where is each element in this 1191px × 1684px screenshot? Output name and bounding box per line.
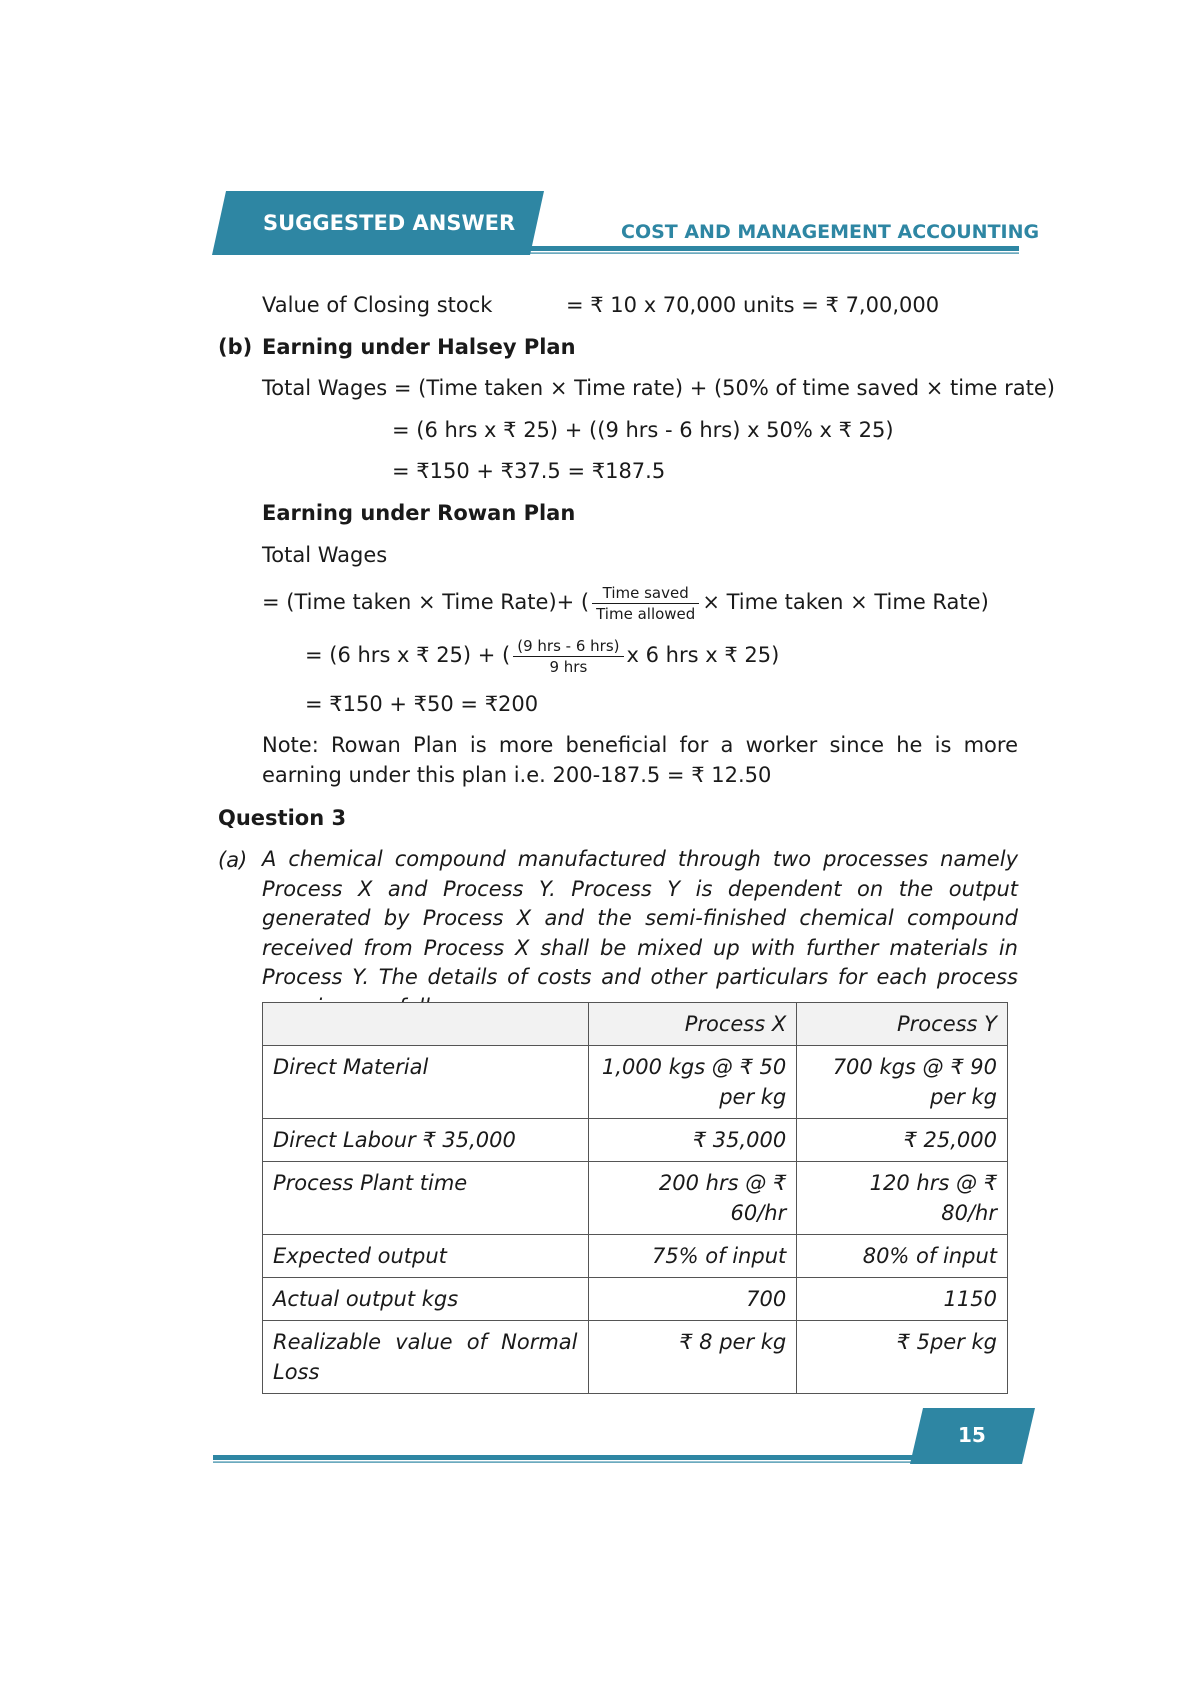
- rowan-step-1-prefix: = (6 hrs x ₹ 25) + (: [305, 643, 511, 667]
- cell-process-x: 75% of input: [588, 1235, 797, 1278]
- cell-process-x: 200 hrs @ ₹ 60/hr: [588, 1162, 797, 1235]
- question-3-heading: Question 3: [218, 806, 347, 830]
- row-label: Direct Labour ₹ 35,000: [263, 1119, 589, 1162]
- page-number: 15: [958, 1423, 986, 1447]
- process-cost-table: [262, 1002, 1008, 1394]
- fraction-denominator: 9 hrs: [549, 657, 588, 676]
- halsey-heading: Earning under Halsey Plan: [262, 335, 576, 359]
- table-row: [263, 1321, 1008, 1394]
- rowan-step-1-fraction: [513, 637, 623, 676]
- rowan-heading: Earning under Rowan Plan: [262, 501, 576, 525]
- halsey-formula: Total Wages = (Time taken × Time rate) + (50% of time saved × time rate): [262, 376, 1055, 400]
- column-header-process-x: Process X: [588, 1003, 797, 1046]
- rowan-step-1: [305, 633, 779, 677]
- cell-process-x: ₹ 35,000: [588, 1119, 797, 1162]
- table-row: [263, 1278, 1008, 1321]
- row-label: Realizable value of Normal Loss: [263, 1321, 589, 1394]
- header-rule: [528, 246, 1019, 254]
- row-label: Direct Material: [263, 1046, 589, 1119]
- part-b-marker: (b): [218, 335, 253, 359]
- row-label: Process Plant time: [263, 1162, 589, 1235]
- header-subject-title: COST AND MANAGEMENT ACCOUNTING: [621, 221, 1040, 243]
- cell-process-x: ₹ 8 per kg: [588, 1321, 797, 1394]
- cell-process-x: 700: [588, 1278, 797, 1321]
- closing-stock-value: = ₹ 10 x 70,000 units = ₹ 7,00,000: [566, 293, 940, 317]
- cell-process-x: 1,000 kgs @ ₹ 50 per kg: [588, 1046, 797, 1119]
- table-row: [263, 1119, 1008, 1162]
- halsey-step-1: = (6 hrs x ₹ 25) + ((9 hrs - 6 hrs) x 50% x ₹ 25): [392, 418, 894, 442]
- halsey-step-2: = ₹150 + ₹37.5 = ₹187.5: [392, 459, 666, 483]
- rowan-note: Note: Rowan Plan is more beneficial for a worker since he is more earning under this plan i.e. 200-187.5 = ₹ 12.50: [262, 733, 1018, 787]
- cell-process-y: ₹ 25,000: [797, 1119, 1008, 1162]
- fraction-numerator: (9 hrs - 6 hrs): [513, 637, 623, 657]
- column-header: [263, 1003, 589, 1046]
- part-a-marker: (a): [218, 848, 248, 872]
- closing-stock-label: Value of Closing stock: [262, 293, 493, 317]
- column-header-process-y: Process Y: [797, 1003, 1008, 1046]
- row-label: Expected output: [263, 1235, 589, 1278]
- part-a-text: A chemical compound manufactured through two processes namely Process X and Process Y. Process Y is dependent on the output generated by Process X and the semi-finished chemical compound received from Process X shall be mixed up with further materials in Process Y. The details of costs and other particulars for each process: [262, 847, 1018, 989]
- cell-process-y: 1150: [797, 1278, 1008, 1321]
- rowan-formula-fraction: [592, 584, 699, 623]
- rowan-step-2: = ₹150 + ₹50 = ₹200: [305, 692, 539, 716]
- cell-process-y: 120 hrs @ ₹ 80/hr: [797, 1162, 1008, 1235]
- cell-process-y: 700 kgs @ ₹ 90 per kg: [797, 1046, 1008, 1119]
- rowan-step-1-suffix: x 6 hrs x ₹ 25): [626, 643, 780, 667]
- table-row: [263, 1235, 1008, 1278]
- rowan-formula: [262, 580, 989, 624]
- fraction-denominator: Time allowed: [596, 604, 696, 623]
- table-row: [263, 1162, 1008, 1235]
- fraction-numerator: Time saved: [592, 584, 699, 604]
- rowan-total-label: Total Wages: [262, 543, 388, 567]
- row-label: Actual output kgs: [263, 1278, 589, 1321]
- header-tab-label: SUGGESTED ANSWER: [263, 211, 516, 235]
- table-header-row: [263, 1003, 1008, 1046]
- cell-process-y: ₹ 5per kg: [797, 1321, 1008, 1394]
- table-row: [263, 1046, 1008, 1119]
- rowan-formula-suffix: × Time taken × Time Rate): [702, 590, 989, 614]
- rowan-formula-prefix: = (Time taken × Time Rate)+ (: [262, 590, 590, 614]
- cell-process-y: 80% of input: [797, 1235, 1008, 1278]
- footer-rule: [213, 1455, 1019, 1463]
